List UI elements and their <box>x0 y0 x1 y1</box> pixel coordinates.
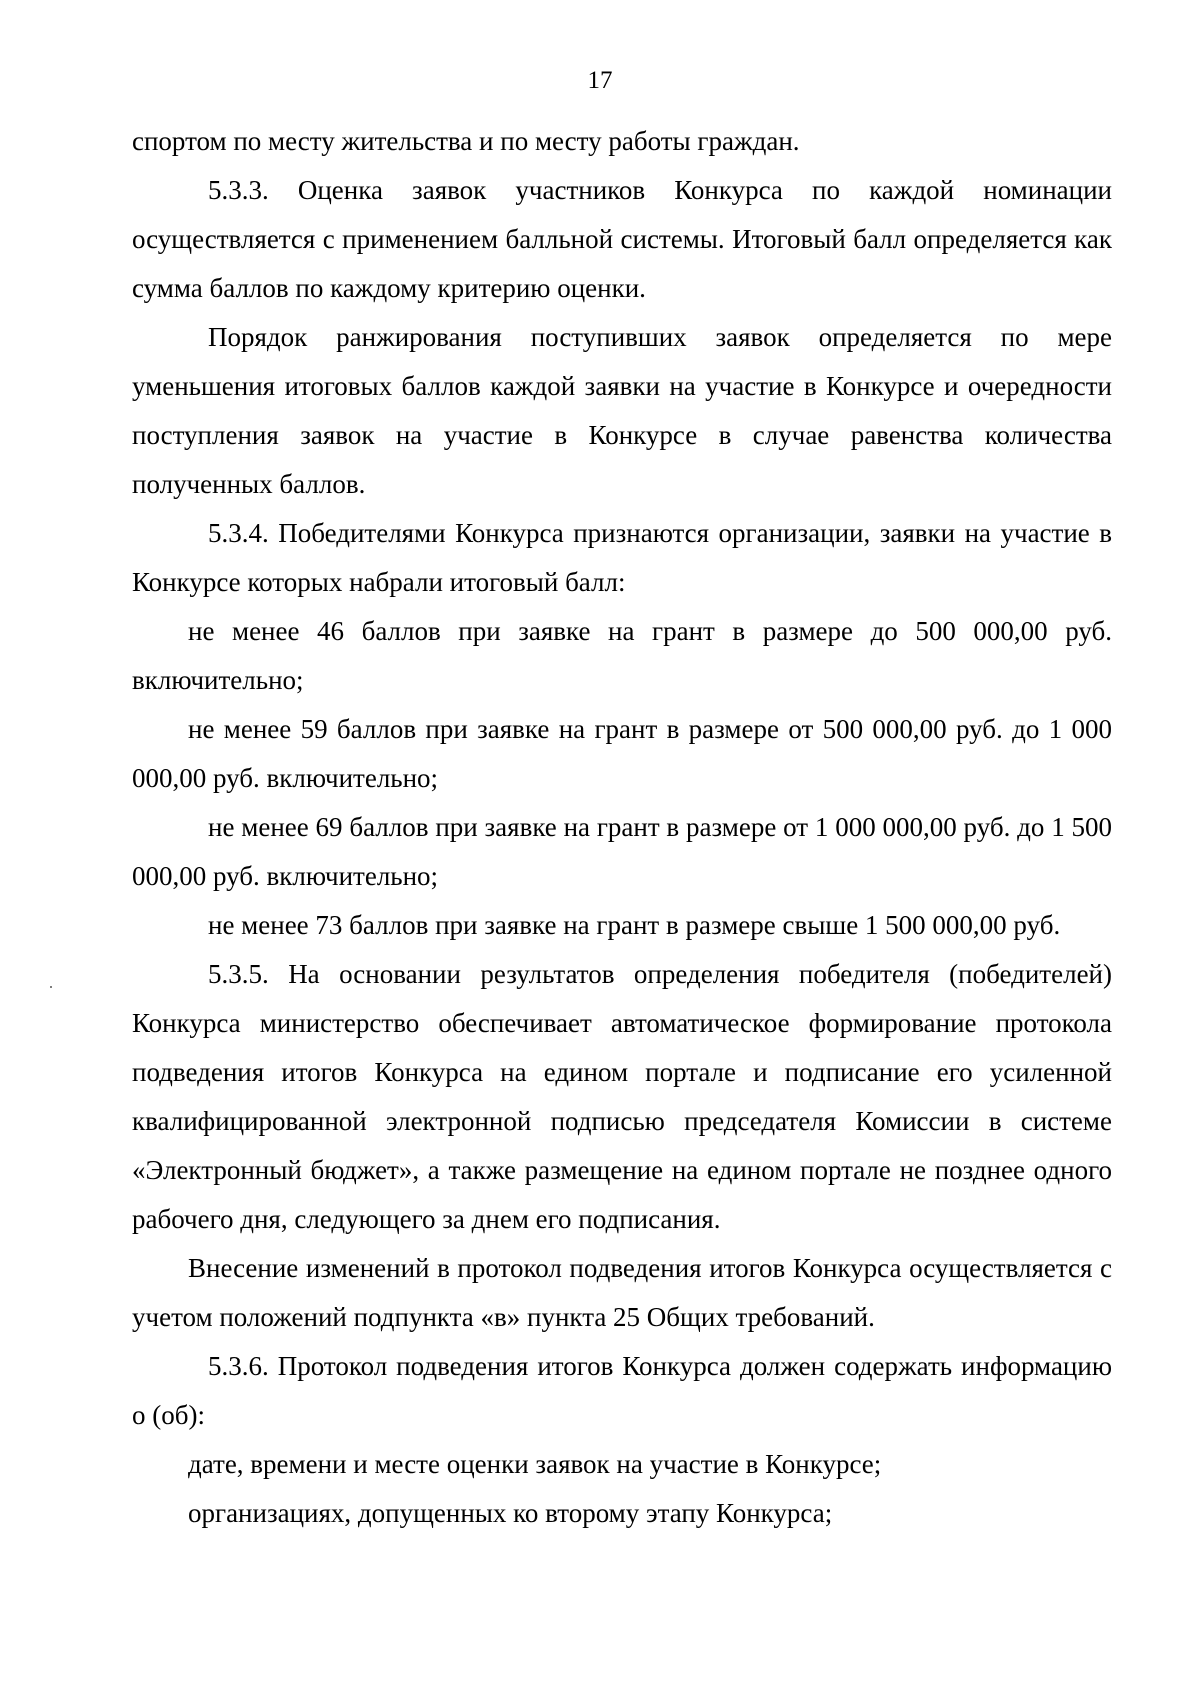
document-body <box>132 117 1112 1538</box>
list-item-admitted-organizations: организациях, допущенных ко второму этапу Конкурса; <box>188 1498 833 1528</box>
paragraph-5-3-5: 5.3.5. На основании результатов определения победителя (победителей) Конкурса министерство обеспечивает автоматическое формирование протокола подведения итогов Конкурса на едином портале и подписание его усиленной квалифицированной электронной подписью председателя Комиссии в системе «Электронный бюджет», а также размещение на едином портале не позднее одного рабочего дня, следующего за днем его подписания. <box>132 959 1112 1234</box>
page-number: 17 <box>587 67 613 94</box>
paragraph-continuation: спортом по месту жительства и по месту работы граждан. <box>132 126 800 156</box>
list-item-69-points: не менее 69 баллов при заявке на грант в размере от 1 000 000,00 руб. до 1 500 000,00 руб. включительно; <box>132 812 1112 891</box>
list-item-date-time-place: дате, времени и месте оценки заявок на участие в Конкурсе; <box>188 1449 882 1479</box>
list-item-46-points: не менее 46 баллов при заявке на грант в размере до 500 000,00 руб. включительно; <box>132 616 1112 695</box>
list-item-73-points: не менее 73 баллов при заявке на грант в размере свыше 1 500 000,00 руб. <box>208 910 1061 940</box>
paragraph-ranking-order: Порядок ранжирования поступивших заявок определяется по мере уменьшения итоговых баллов каждой заявки на участие в Конкурсе и очередности поступления заявок на участие в Конкурсе в случае равенства количества полученных баллов. <box>132 322 1112 499</box>
paragraph-5-3-3: 5.3.3. Оценка заявок участников Конкурса по каждой номинации осуществляется с применением балльной системы. Итоговый балл определяется как сумма баллов по каждому критерию оценки. <box>132 175 1112 303</box>
scan-speck <box>50 986 52 988</box>
paragraph-5-3-4: 5.3.4. Победителями Конкурса признаются организации, заявки на участие в Конкурсе которых набрали итоговый балл: <box>132 518 1112 597</box>
paragraph-protocol-changes: Внесение изменений в протокол подведения итогов Конкурса осуществляется с учетом положений подпункта «в» пункта 25 Общих требований. <box>132 1253 1112 1332</box>
paragraph-5-3-6: 5.3.6. Протокол подведения итогов Конкурса должен содержать информацию о (об): <box>132 1351 1112 1430</box>
list-item-59-points: не менее 59 баллов при заявке на грант в размере от 500 000,00 руб. до 1 000 000,00 руб. включительно; <box>132 714 1112 793</box>
